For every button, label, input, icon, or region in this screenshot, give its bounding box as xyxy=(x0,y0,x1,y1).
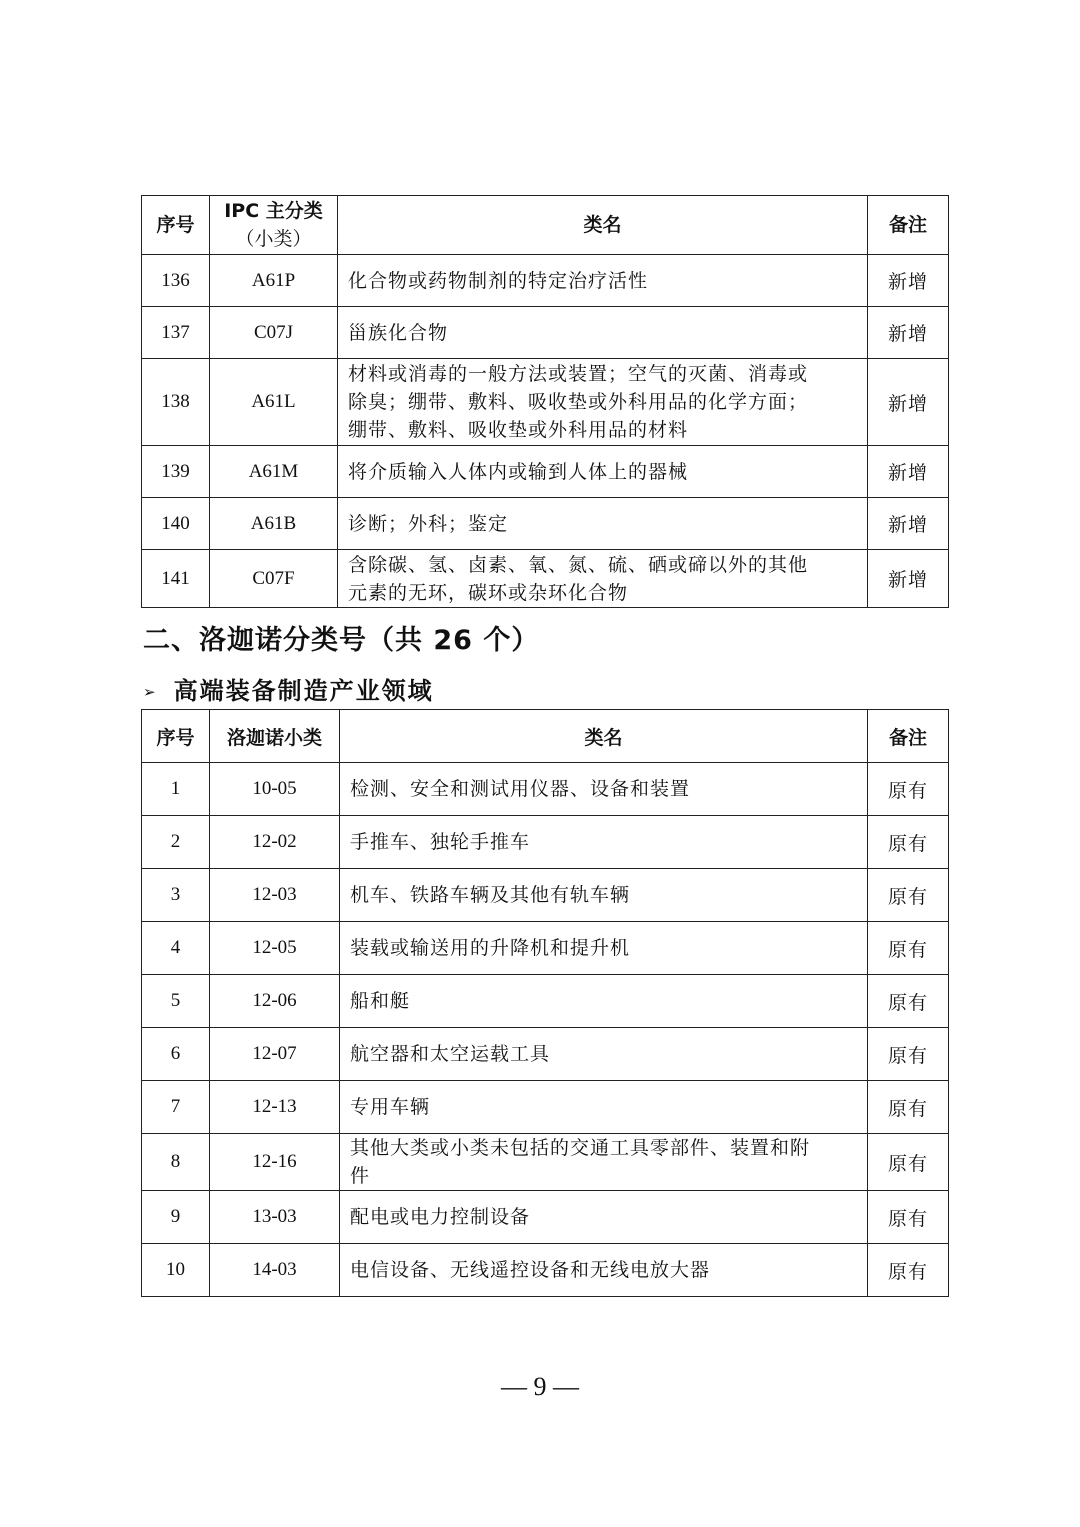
class-name-cell xyxy=(340,869,868,922)
remark-cell: 新增 xyxy=(868,255,949,307)
remark-cell: 新增 xyxy=(868,498,949,550)
class-name-cell xyxy=(340,1191,868,1244)
class-name-line: 含除碳、氢、卤素、氧、氮、硫、硒或碲以外的其他 xyxy=(348,553,809,576)
serial-number-cell: 4 xyxy=(142,922,210,975)
class-name-line: 检测、安全和测试用仪器、设备和装置 xyxy=(350,778,691,800)
table-header-row xyxy=(142,710,949,763)
serial-number-cell: 8 xyxy=(142,1134,210,1191)
class-name-cell xyxy=(340,816,868,869)
serial-number-cell: 140 xyxy=(142,498,210,550)
remark-cell: 新增 xyxy=(868,307,949,359)
class-code-cell: A61M xyxy=(210,446,338,498)
class-name-cell xyxy=(340,922,868,975)
class-name-cell xyxy=(338,550,868,608)
serial-number-cell: 2 xyxy=(142,816,210,869)
class-code-cell: A61P xyxy=(210,255,338,307)
class-name-cell xyxy=(338,498,868,550)
header-ipc-class-line1: IPC 主分类 xyxy=(224,200,323,222)
class-code-cell: 13-03 xyxy=(210,1191,340,1244)
class-name-line: 机车、铁路车辆及其他有轨车辆 xyxy=(350,884,631,906)
class-code-cell: 12-13 xyxy=(210,1081,340,1134)
serial-number-cell: 1 xyxy=(142,763,210,816)
table-row xyxy=(142,255,949,307)
remark-cell: 原有 xyxy=(868,869,949,922)
header-remark: 备注 xyxy=(868,710,949,763)
remark-cell: 原有 xyxy=(868,1191,949,1244)
class-name-line: 航空器和太空运载工具 xyxy=(350,1043,551,1065)
ipc-classification-table xyxy=(141,195,949,608)
class-code-cell: 12-06 xyxy=(210,975,340,1028)
table-row xyxy=(142,1081,949,1134)
class-name-cell xyxy=(340,1028,868,1081)
class-name-cell xyxy=(340,975,868,1028)
remark-cell: 原有 xyxy=(868,975,949,1028)
remark-cell: 原有 xyxy=(868,1028,949,1081)
table-row xyxy=(142,446,949,498)
class-name-line: 绷带、敷料、吸收垫或外科用品的材料 xyxy=(348,419,689,441)
subsection-heading xyxy=(143,671,434,706)
class-name-cell xyxy=(338,255,868,307)
remark-cell: 原有 xyxy=(868,816,949,869)
serial-number-cell: 141 xyxy=(142,550,210,608)
remark-cell: 原有 xyxy=(868,1244,949,1297)
class-name-line: 手推车、独轮手推车 xyxy=(350,831,531,853)
table-row xyxy=(142,550,949,608)
serial-number-cell: 5 xyxy=(142,975,210,1028)
class-name-cell xyxy=(340,1134,868,1191)
table-row xyxy=(142,763,949,816)
table-row xyxy=(142,1191,949,1244)
remark-cell: 原有 xyxy=(868,1134,949,1191)
class-code-cell: 12-05 xyxy=(210,922,340,975)
class-name-cell xyxy=(340,1081,868,1134)
header-class-name: 类名 xyxy=(338,196,868,255)
table-header-row xyxy=(142,196,949,255)
remark-cell: 原有 xyxy=(868,763,949,816)
header-serial-number: 序号 xyxy=(142,710,210,763)
remark-cell: 原有 xyxy=(868,922,949,975)
header-class-name: 类名 xyxy=(340,710,868,763)
class-code-cell: 12-16 xyxy=(210,1134,340,1191)
header-remark: 备注 xyxy=(868,196,949,255)
table-row xyxy=(142,1134,949,1191)
class-name-cell xyxy=(338,307,868,359)
arrow-bullet-icon: ➢ xyxy=(143,683,156,701)
class-name-line: 将介质输入人体内或输到人体上的器械 xyxy=(348,460,689,483)
table-row xyxy=(142,975,949,1028)
class-name-line: 甾族化合物 xyxy=(348,321,449,344)
class-name-line: 专用车辆 xyxy=(350,1096,431,1118)
class-name-line: 件 xyxy=(350,1165,371,1187)
class-code-cell: C07F xyxy=(210,550,338,608)
serial-number-cell: 10 xyxy=(142,1244,210,1297)
table-row xyxy=(142,498,949,550)
class-code-cell: A61B xyxy=(210,498,338,550)
table-row xyxy=(142,1028,949,1081)
serial-number-cell: 137 xyxy=(142,307,210,359)
class-name-cell xyxy=(340,1244,868,1297)
class-name-cell xyxy=(338,359,868,446)
class-name-line: 材料或消毒的一般方法或装置；空气的灭菌、消毒或 xyxy=(348,363,809,385)
table-row xyxy=(142,1244,949,1297)
remark-cell: 新增 xyxy=(868,359,949,446)
serial-number-cell: 139 xyxy=(142,446,210,498)
serial-number-cell: 138 xyxy=(142,359,210,446)
locarno-classification-table xyxy=(141,709,949,1297)
header-ipc-class xyxy=(210,196,338,255)
class-code-cell: 12-02 xyxy=(210,816,340,869)
class-code-cell: 12-03 xyxy=(210,869,340,922)
class-name-line: 元素的无环，碳环或杂环化合物 xyxy=(348,581,629,604)
serial-number-cell: 6 xyxy=(142,1028,210,1081)
class-name-line: 化合物或药物制剂的特定治疗活性 xyxy=(348,269,649,292)
section-title: 二、洛迦诺分类号（共 26 个） xyxy=(143,625,540,656)
class-name-line: 装载或输送用的升降机和提升机 xyxy=(350,937,631,959)
header-serial-number: 序号 xyxy=(142,196,210,255)
remark-cell: 新增 xyxy=(868,446,949,498)
class-name-line: 电信设备、无线遥控设备和无线电放大器 xyxy=(350,1259,711,1281)
page-number: — 9 — xyxy=(501,1372,579,1401)
class-name-line: 配电或电力控制设备 xyxy=(350,1206,531,1228)
class-name-line: 船和艇 xyxy=(350,990,411,1012)
class-code-cell: 14-03 xyxy=(210,1244,340,1297)
class-name-line: 除臭；绷带、敷料、吸收垫或外科用品的化学方面； xyxy=(348,391,809,413)
serial-number-cell: 136 xyxy=(142,255,210,307)
remark-cell: 原有 xyxy=(868,1081,949,1134)
class-name-line: 其他大类或小类未包括的交通工具零部件、装置和附 xyxy=(350,1137,811,1159)
table-row xyxy=(142,359,949,446)
subsection-title: 高端装备制造产业领域 xyxy=(173,677,434,705)
table-row xyxy=(142,307,949,359)
class-code-cell: A61L xyxy=(210,359,338,446)
header-ipc-class-line2: （小类） xyxy=(235,228,312,250)
class-name-cell xyxy=(338,446,868,498)
class-code-cell: 10-05 xyxy=(210,763,340,816)
remark-cell: 新增 xyxy=(868,550,949,608)
table-row xyxy=(142,816,949,869)
serial-number-cell: 7 xyxy=(142,1081,210,1134)
class-code-cell: C07J xyxy=(210,307,338,359)
serial-number-cell: 9 xyxy=(142,1191,210,1244)
serial-number-cell: 3 xyxy=(142,869,210,922)
class-name-cell xyxy=(340,763,868,816)
class-name-line: 诊断；外科；鉴定 xyxy=(348,512,509,535)
class-code-cell: 12-07 xyxy=(210,1028,340,1081)
table-row xyxy=(142,922,949,975)
table-row xyxy=(142,869,949,922)
header-locarno-class: 洛迦诺小类 xyxy=(210,710,340,763)
